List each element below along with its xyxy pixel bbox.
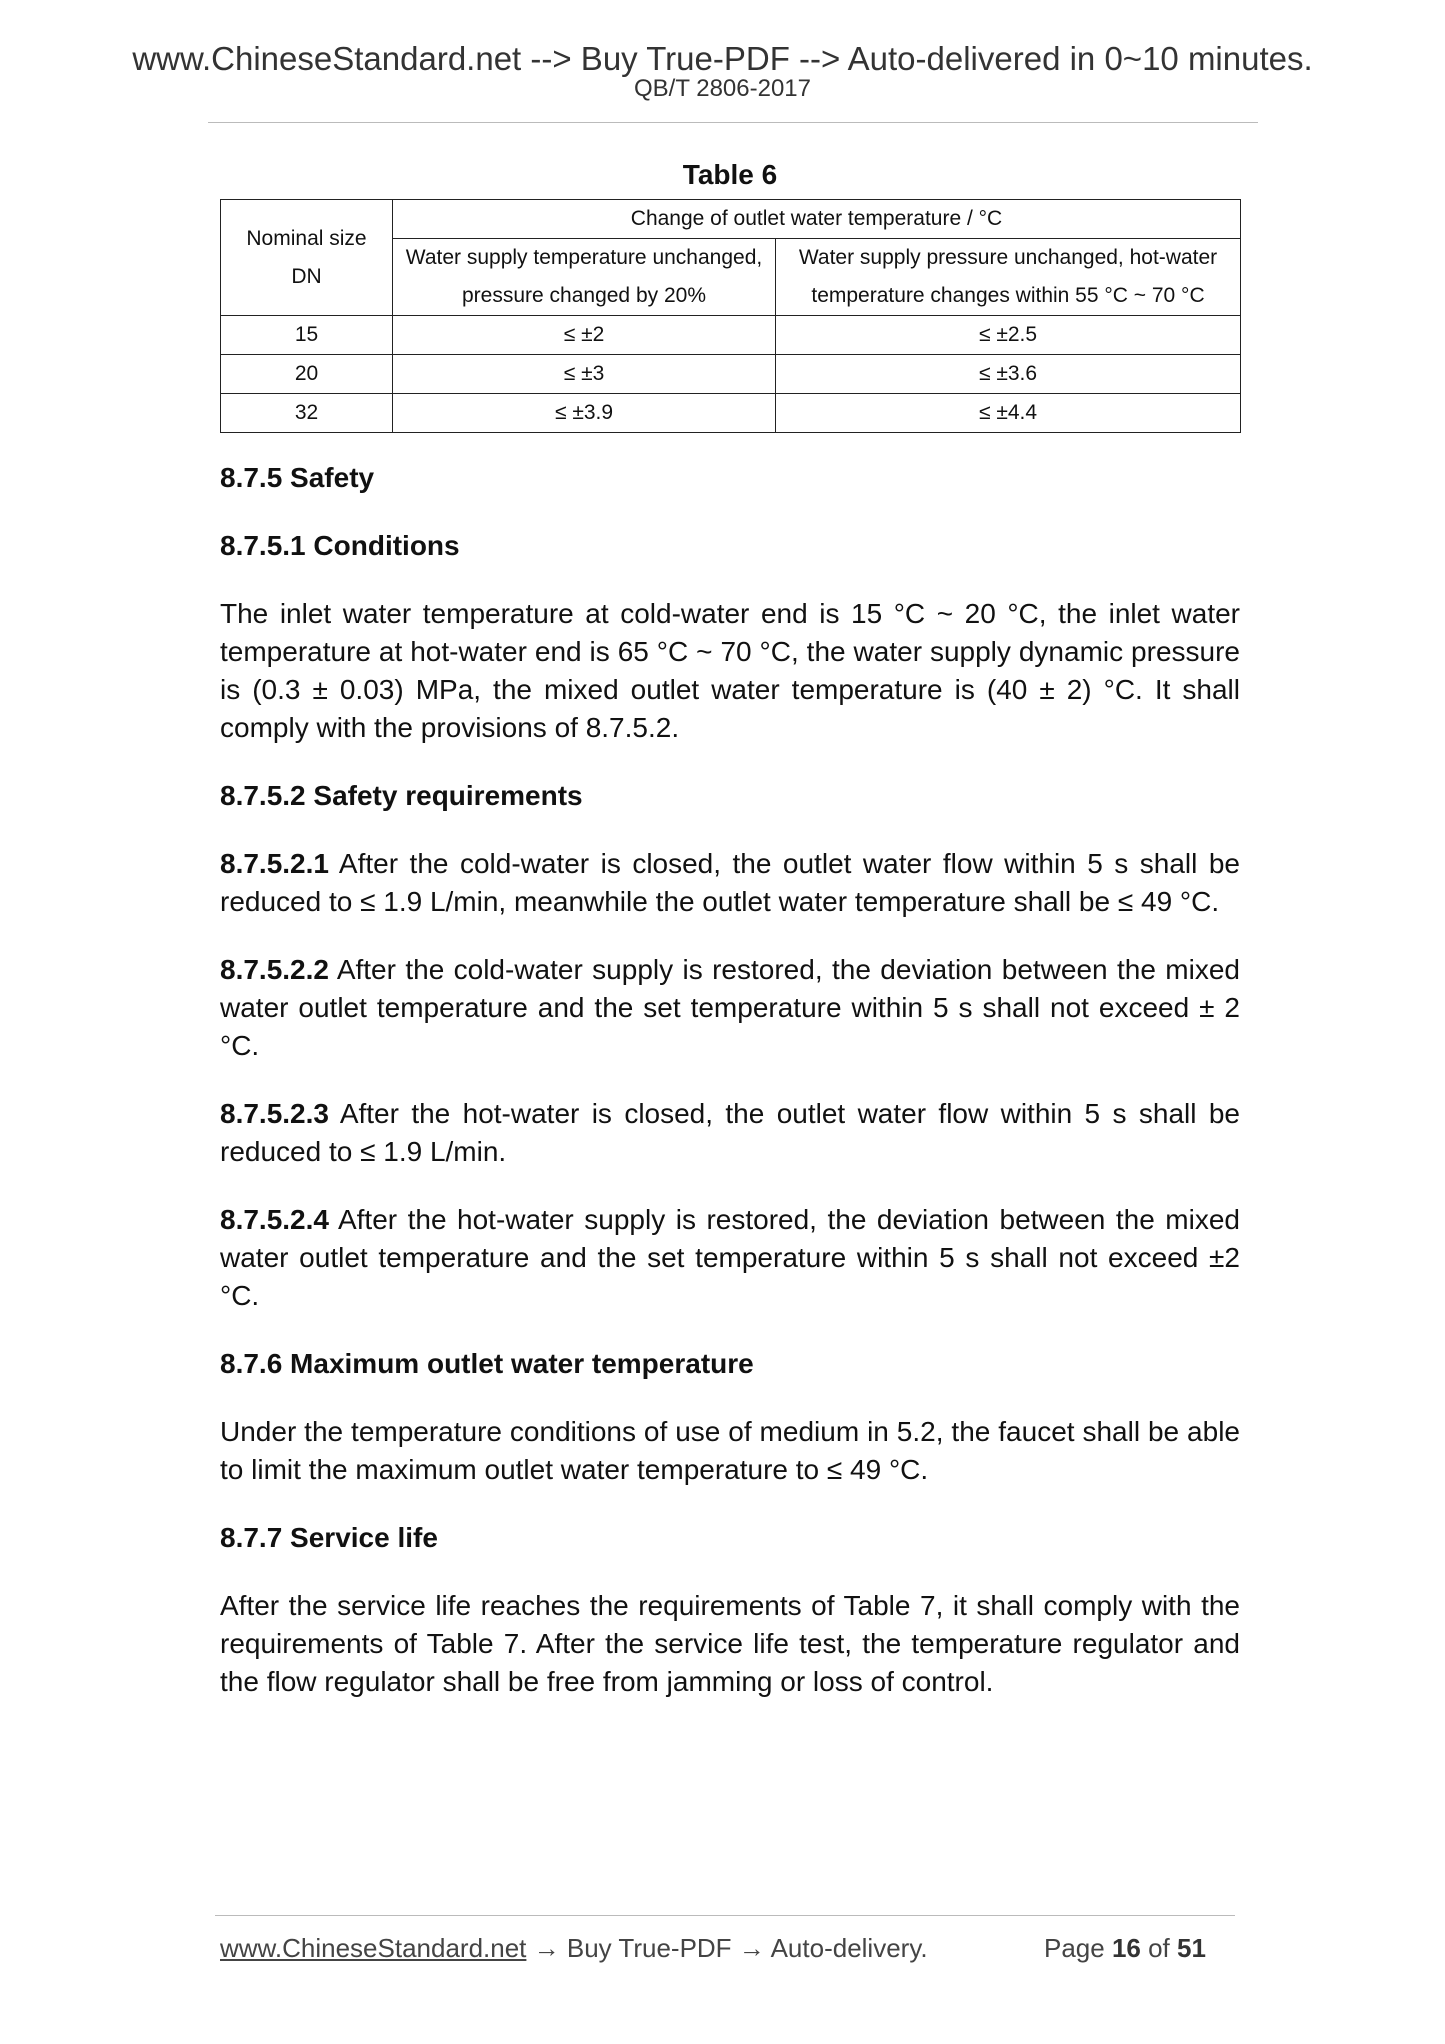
footer-delivery-text: Auto-delivery. [770,1933,928,1963]
header-divider [208,122,1258,123]
table-caption: Table 6 [682,159,778,190]
heading-8-7-5-1: 8.7.5.1 Conditions [220,530,460,561]
cell-col1: ≤ ±3 [393,355,776,394]
col1-header-line1: Water supply temperature unchanged, [405,246,763,269]
clause-8-7-5-2-1 [220,845,1240,921]
clause-text: After the cold-water is closed, the outlet water flow within 5 s shall be reduced to ≤ 1.9 L/min, meanwhile the outlet water temperature shall be ≤ 49 °C. [220,848,1240,917]
cell-dn: 15 [221,316,393,355]
clause-text: After the cold-water supply is restored, the deviation between the mixed water outlet temperature and the set temperature within 5 s shall not exceed ± 2 °C. [220,954,1240,1061]
clause-number: 8.7.5.2.4 [220,1204,329,1235]
standard-code: QB/T 2806-2017 [633,75,811,102]
cell-col2: ≤ ±4.4 [776,394,1241,433]
clause-8-7-5-2-3 [220,1095,1240,1171]
col2-header [776,239,1241,316]
page-body [220,155,1240,1701]
paragraph-conditions: The inlet water temperature at cold-water end is 15 °C ~ 20 °C, the inlet water temperature at hot-water end is 65 °C ~ 70 °C, the water supply dynamic pressure is (0.3 ± 0.03) MPa, the mixed outlet water temperature is (40 ± 2) °C. It shall comply with the provisions of 8.7.5.2. [220,598,1240,743]
header-banner[interactable]: www.ChineseStandard.net --> Buy True-PDF --> Auto-delivered in 0~10 minutes. [132,40,1313,77]
cell-dn: 20 [221,355,393,394]
of-label: of [1140,1933,1178,1963]
arrow-icon: → [526,1933,567,1963]
heading-8-7-5-2: 8.7.5.2 Safety requirements [220,780,583,811]
footer-divider [215,1915,1235,1916]
page-indicator [1044,1932,1206,1964]
col2-header-line1: Water supply pressure unchanged, hot-water [798,246,1218,269]
arrow-icon: → [731,1933,771,1963]
page-label: Page [1044,1933,1112,1963]
col1-header [393,239,776,316]
table-row [221,355,1241,394]
clause-number: 8.7.5.2.1 [220,848,329,879]
nominal-size-label: Nominal size [246,226,367,250]
clause-number: 8.7.5.2.3 [220,1098,329,1129]
paragraph-max-temp: Under the temperature conditions of use of medium in 5.2, the faucet shall be able to limit the maximum outlet water temperature to ≤ 49 °C. [220,1416,1240,1485]
cell-col1: ≤ ±2 [393,316,776,355]
heading-8-7-7: 8.7.7 Service life [220,1522,438,1553]
heading-8-7-6: 8.7.6 Maximum outlet water temperature [220,1348,754,1379]
paragraph-service-life: After the service life reaches the requirements of Table 7, it shall comply with the requirements of Table 7. After the service life test, the temperature regulator and the flow regulator shall be free from jamming or loss of control. [220,1590,1240,1697]
table-row [221,394,1241,433]
clause-number: 8.7.5.2.2 [220,954,329,985]
clause-text: After the hot-water supply is restored, the deviation between the mixed water outlet temperature and the set temperature within 5 s shall not exceed ±2 °C. [220,1204,1240,1311]
nominal-size-header [221,200,393,316]
clause-8-7-5-2-4 [220,1201,1240,1315]
page-total: 51 [1177,1933,1206,1963]
table-6 [220,199,1241,433]
heading-8-7-5: 8.7.5 Safety [220,462,375,493]
group-header: Change of outlet water temperature / °C [393,200,1241,239]
footer-links [220,1932,928,1964]
cell-col2: ≤ ±3.6 [776,355,1241,394]
footer-buy-link[interactable]: Buy True-PDF [566,1933,732,1963]
cell-dn: 32 [221,394,393,433]
col1-header-line2: pressure changed by 20% [462,284,706,307]
page-number: 16 [1111,1933,1141,1963]
clause-text: After the hot-water is closed, the outlet water flow within 5 s shall be reduced to ≤ 1.9 L/min. [220,1098,1240,1167]
cell-col2: ≤ ±2.5 [776,316,1241,355]
col2-header-line2: temperature changes within 55 °C ~ 70 °C [811,284,1205,307]
cell-col1: ≤ ±3.9 [393,394,776,433]
clause-8-7-5-2-2 [220,951,1240,1065]
footer-site-link[interactable]: www.ChineseStandard.net [220,1933,527,1963]
table-row [221,316,1241,355]
dn-label: DN [291,264,322,288]
